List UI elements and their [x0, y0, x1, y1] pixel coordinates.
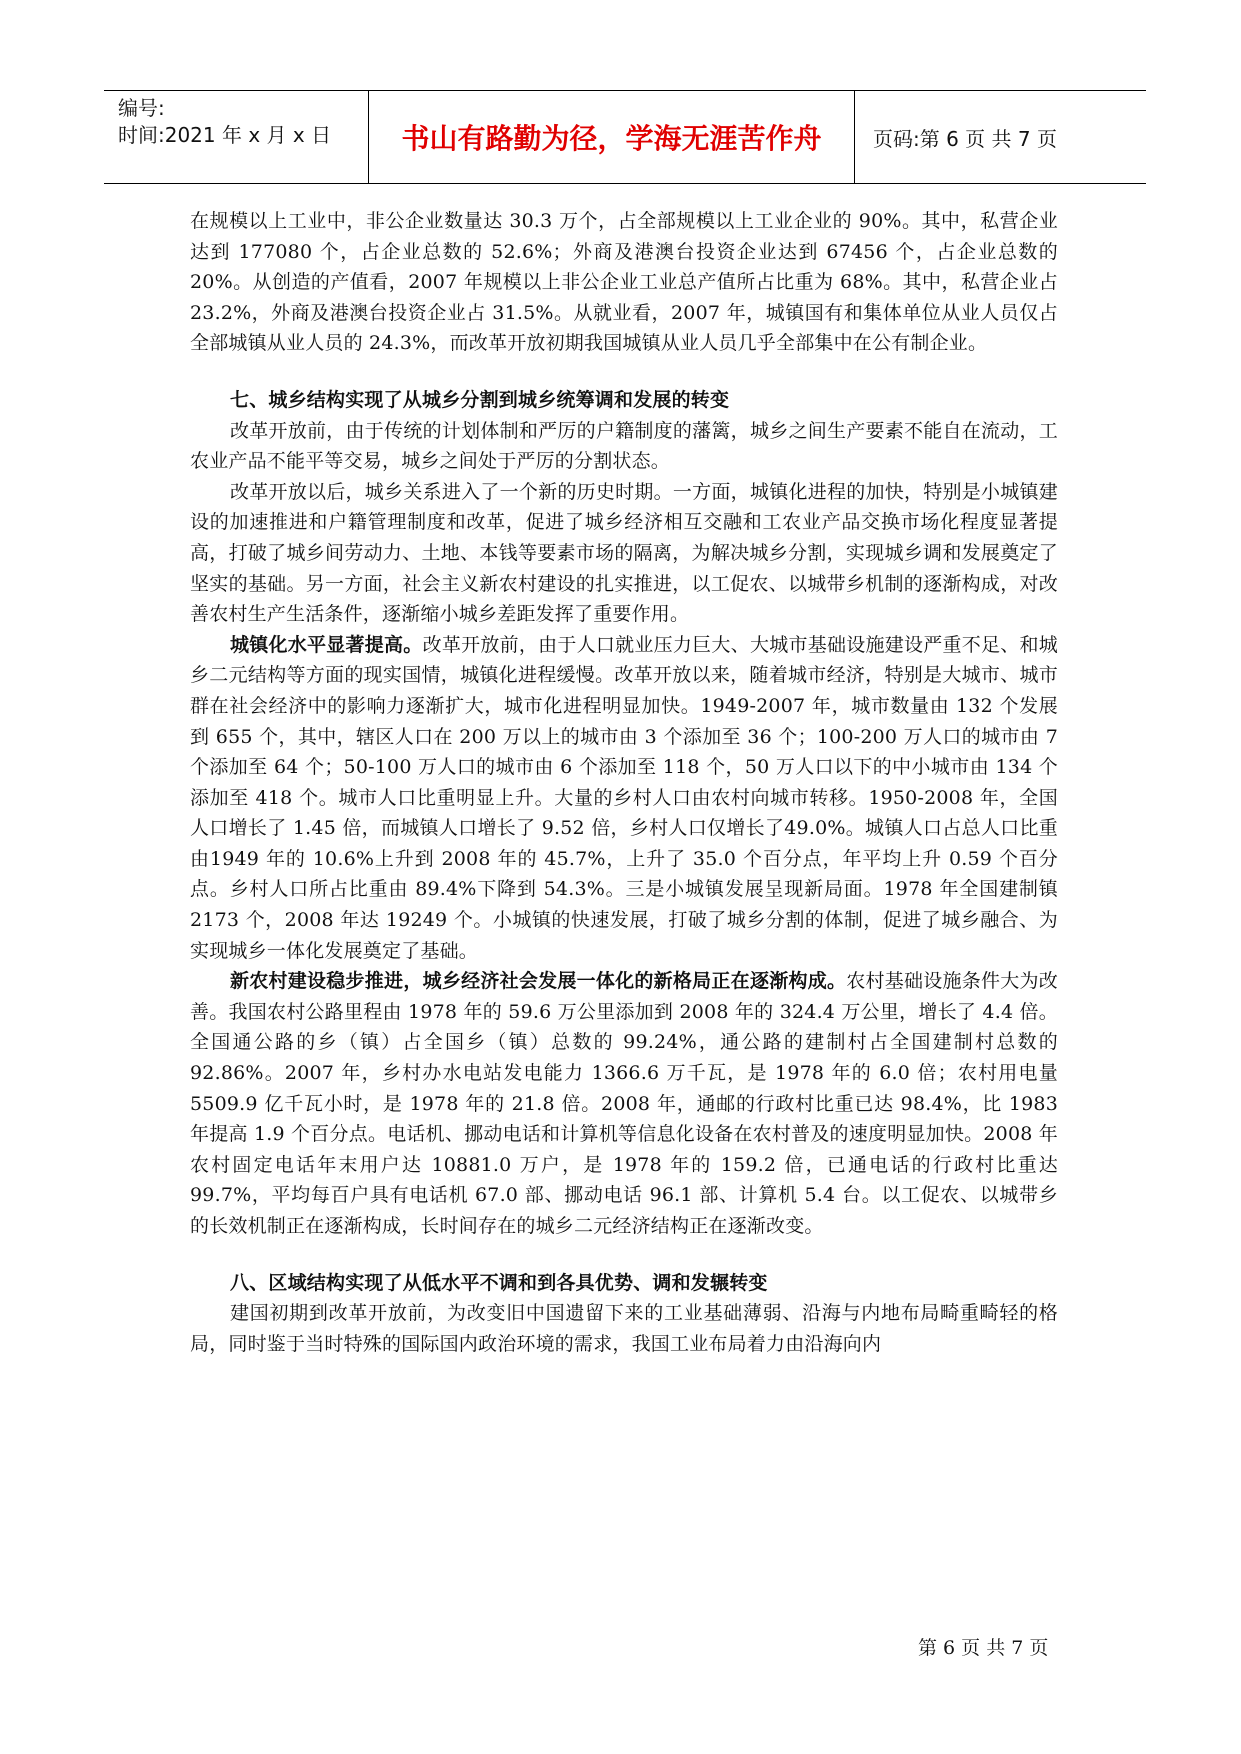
header-meta — [104, 91, 368, 183]
paragraph-lead: 新农村建设稳步推进，城乡经济社会发展一体化的新格局正在逐渐构成。 — [230, 970, 847, 993]
page-footer: 第 6 页 共 7 页 — [918, 1637, 1049, 1659]
paragraph-lead: 城镇化水平显著提高。 — [230, 633, 423, 656]
paragraph: 在规模以上工业中，非公企业数量达 30.3 万个，占全部规模以上工业企业的 90%。其中，私营企业达到 177080 个，占企业总数的 52.6%；外商及港澳台投资企业达到 67456 个，占企业总数的 20%。从创造的产值看，2007 年规模以上非公企业工业总产值所占比重为 68%。其中，私营企业占 23.2%，外商及港澳台投资企业占 31.5%。从就业看，2007 年，城镇国有和集体单位从业人员仅占全部城镇从业人员的 24.3%，而改革开放初期我国城镇从业人员几乎全部集中在公有制企业。 — [190, 210, 1058, 355]
section-heading-8: 八、区域结构实现了从低水平不调和到各具优势、调和发辗转变 — [230, 1271, 768, 1294]
paragraph: 建国初期到改革开放前，为改变旧中国遗留下来的工业基础薄弱、沿海与内地布局畸重畸轻的格局，同时鉴于当时特殊的国际国内政治环境的需求，我国工业布局着力由沿海向内 — [190, 1302, 1058, 1355]
paragraph — [190, 630, 1058, 967]
page-header — [104, 90, 1146, 184]
paragraph — [190, 966, 1058, 1241]
paragraph-text: 农村基础设施条件大为改善。我国农村公路里程由 1978 年的 59.6 万公里添加到 2008 年的 324.4 万公里，增长了 4.4 倍。全国通公路的乡（镇）占全国乡（镇）总数的 99.24%，通公路的建制村占全国建制村总数的 92.86%。2007 年，乡村办水电站发电能力 1366.6 万千瓦，是 1978 年的 6.0 倍；农村用电量 5509.9 亿千瓦小时，是 1978 年的 21.8 倍。2008 年，通邮的行政村比重已达 98.4%，比 1983 年提高 1.9 个百分点。电话机、挪动电话和计算机等信息化设备在农村普及的速度明显加快。2008 年农村固定电话年末用户达 10881.0 万户，是 1978 年的 159.2 倍，已通电话的行政村比重达 99.7%，平均每百户具有电话机 67.0 部、挪动电话 96.1 部、计算机 5.4 台。以工促农、以城带乡的长效机制正在逐渐构成，长时间存在的城乡二元经济结构正在逐渐改变。 — [190, 970, 1059, 1237]
paragraph: 改革开放前，由于传统的计划体制和严厉的户籍制度的藩篱，城乡之间生产要素不能自在流动，工农业产品不能平等交易，城乡之间处于严厉的分割状态。 — [190, 419, 1058, 473]
header-page-label: 页码:第 6 页 共 7 页 — [873, 126, 1057, 151]
paragraph: 改革开放以后，城乡关系进入了一个新的历史时期。一方面，城镇化进程的加快，特别是小城镇建设的加速推进和户籍管理制度和改革，促进了城乡经济相互交融和工农业产品交换市场化程度显著提高，打破了城乡间劳动力、土地、本钱等要素市场的隔离，为解决城乡分割，实现城乡调和发展奠定了坚实的基础。另一方面，社会主义新农村建设的扎实推进，以工促农、以城带乡机制的逐渐构成，对改善农村生产生活条件，逐渐缩小城乡差距发挥了重要作用。 — [190, 480, 1058, 626]
section-heading-7: 七、城乡结构实现了从城乡分割到城乡统筹调和发展的转变 — [230, 388, 730, 411]
paragraph-text: 改革开放前，由于人口就业压力巨大、大城市基础设施建设严重不足、和城乡二元结构等方面的现实国情，城镇化进程缓慢。改革开放以来，随着城市经济，特别是大城市、城市群在社会经济中的影响力逐渐扩大，城市化进程明显加快。1949-2007 年，城市数量由 132 个发展到 655 个，其中，辖区人口在 200 万以上的城市由 3 个添加至 36 个；100-200 万人口的城市由 7 个添加至 64 个；50-100 万人口的城市由 6 个添加至 118 个，50 万人口以下的中小城市由 134 个添加至 418 个。城市人口比重明显上升。大量的乡村人口由农村向城市转移。1950-2008 年，全国人口增长了 1.45 倍，而城镇人口增长了 9.52 倍，乡村人口仅增长了49.0%。城镇人口占总人口比重由1949 年的 10.6%上升到 2008 年的 45.7%，上升了 35.0 个百分点，年平均上升 0.59 个百分点。乡村人口所占比重由 89.4%下降到 54.3%。三是小城镇发展呈现新局面。1978 年全国建制镇 2173 个，2008 年达 19249 个。小城镇的快速发展，打破了城乡分割的体制，促进了城乡融合、为实现城乡一体化发展奠定了基础。 — [190, 633, 1058, 962]
document-body — [190, 206, 1058, 1359]
header-motto: 书山有路勤为径，学海无涯苦作舟 — [368, 91, 855, 183]
document-time-label: 时间:2021 年 x 月 x 日 — [118, 123, 332, 147]
document-number-label: 编号: — [118, 96, 165, 120]
